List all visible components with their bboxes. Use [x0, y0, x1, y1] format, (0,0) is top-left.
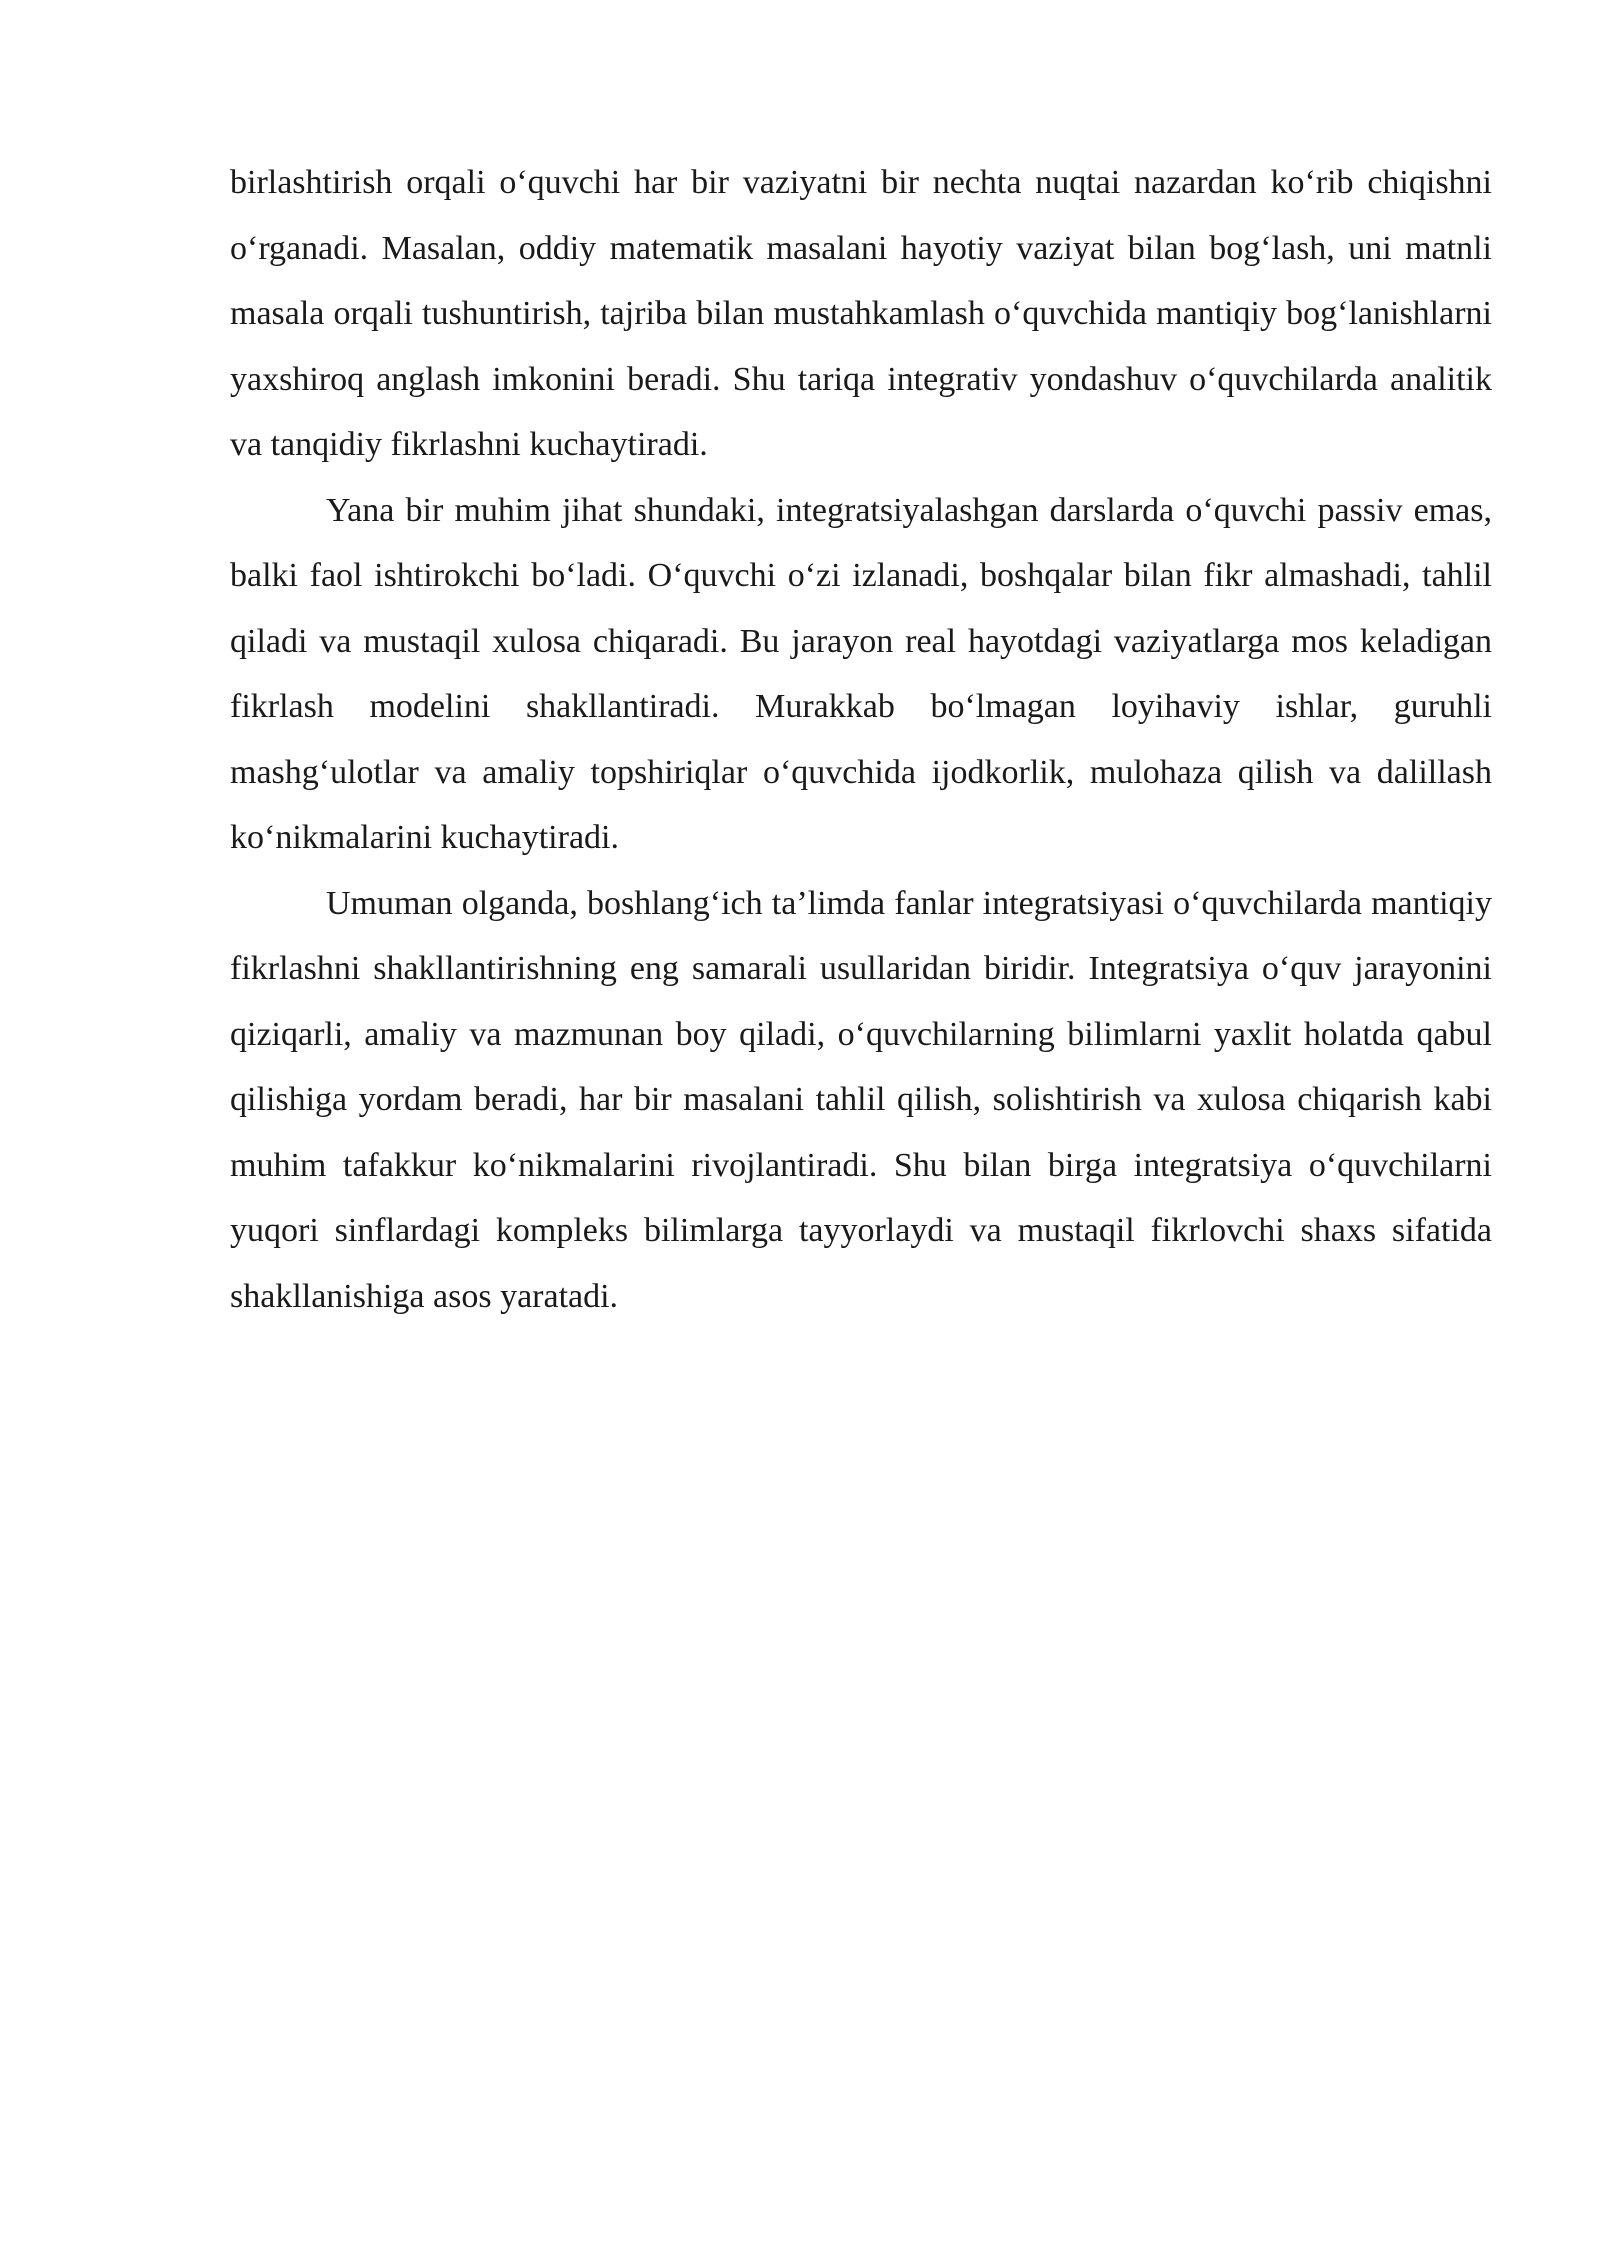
- paragraph-conclusion: Umuman olganda, boshlang‘ich ta’limda fanlar integratsiyasi o‘quvchilarda mantiqiy fikrlashni shakllantirishning eng samarali usullaridan biridir. Integratsiya o‘quv jarayonini qiziqarli, amaliy va mazmunan boy qiladi, o‘quvchilarning bilimlarni yaxlit holatda qabul qilishiga yordam beradi, har bir masalani tahlil qilish, solishtirish va xulosa chiqarish kabi muhim tafakkur ko‘nikmalarini rivojlantiradi. Shu bilan birga integratsiya o‘quvchilarni yuqori sinflardagi kompleks bilimlarga tayyorlaydi va mustaqil fikrlovchi shaxs sifatida shakllanishiga asos yaratadi.: [230, 884, 1492, 1315]
- paragraph-continuation: birlashtirish orqali o‘quvchi har bir vaziyatni bir nechta nuqtai nazardan ko‘rib chiqishni o‘rganadi. Masalan, oddiy matematik masalani hayotiy vaziyat bilan bog‘lash, uni matnli masala orqali tushuntirish, tajriba bilan mustahkamlash o‘quvchida mantiqiy bog‘lanishlarni yaxshiroq anglash imkonini beradi. Shu tariqa integrativ yondashuv o‘quvchilarda analitik va tanqidiy fikrlashni kuchaytiradi.: [230, 164, 1492, 463]
- paragraph-active-participation: Yana bir muhim jihat shundaki, integratsiyalashgan darslarda o‘quvchi passiv emas, balki faol ishtirokchi bo‘ladi. O‘quvchi o‘zi izlanadi, boshqalar bilan fikr almashadi, tahlil qiladi va mustaqil xulosa chiqaradi. Bu jarayon real hayotdagi vaziyatlarga mos keladigan fikrlash modelini shakllantiradi. Murakkab bo‘lmagan loyihaviy ishlar, guruhli mashg‘ulotlar va amaliy topshiriqlar o‘quvchida ijodkorlik, mulohaza qilish va dalillash ko‘nikmalarini kuchaytiradi.: [230, 491, 1492, 856]
- document-body: [230, 150, 1492, 1329]
